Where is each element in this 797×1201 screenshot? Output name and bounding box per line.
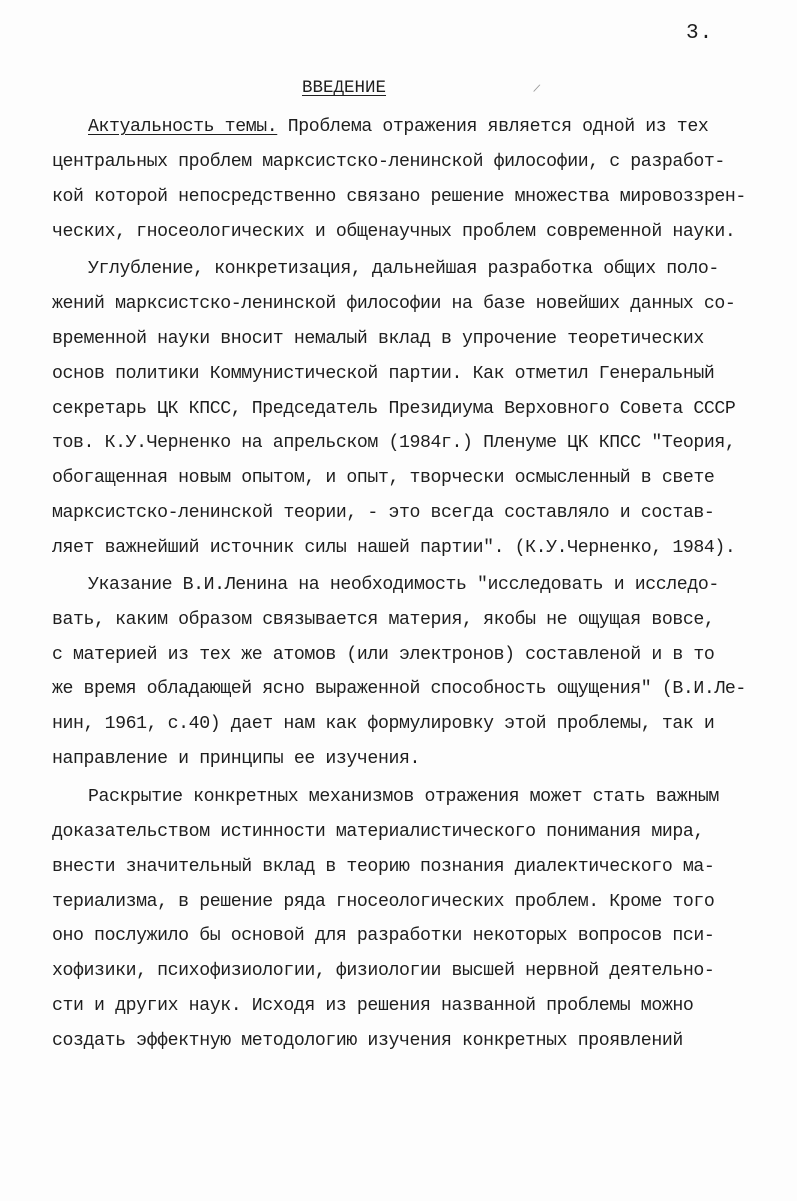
relevance-line1-text: Проблема отражения является одной из тех	[277, 117, 709, 137]
paragraph-line: жений марксистско-ленинской философии на базе новейших данных со-	[52, 294, 736, 314]
paragraph-line: направление и принципы ее изучения.	[52, 749, 420, 769]
paragraph-line: териализма, в решение ряда гносеологических проблем. Кроме того	[52, 892, 715, 912]
paragraph-line: хофизики, психофизиологии, физиологии высшей нервной деятельно-	[52, 961, 715, 981]
paragraph-line: основ политики Коммунистической партии. Как отметил Генеральный	[52, 364, 715, 384]
paragraph-line: оно послужило бы основой для разработки некоторых вопросов пси-	[52, 926, 715, 946]
paragraph-line: кой которой непосредственно связано решение множества мировоззрен-	[52, 187, 746, 207]
paragraph-line: доказательством истинности материалистического понимания мира,	[52, 822, 704, 842]
paragraph-line: сти и других наук. Исходя из решения названной проблемы можно	[52, 996, 694, 1016]
section-title: ВВЕДЕНИЕ	[302, 78, 387, 98]
paragraph-line: с материей из тех же атомов (или электронов) составленой и в то	[52, 645, 715, 665]
paragraph-line: марксистско-ленинской теории, - это всегда составляло и состав-	[52, 503, 715, 523]
paragraph-line: нин, 1961, с.40) дает нам как формулировку этой проблемы, так и	[52, 714, 715, 734]
page-number: 3.	[686, 22, 714, 45]
paragraph-line	[88, 118, 708, 136]
paragraph-line: создать эффектную методологию изучения конкретных проявлений	[52, 1031, 683, 1051]
stray-pen-mark: /	[531, 83, 541, 97]
paragraph-line: ляет важнейший источник силы нашей партии". (К.У.Черненко, 1984).	[52, 538, 736, 558]
relevance-heading: Актуальность темы.	[88, 117, 278, 137]
paragraph-line: Указание В.И.Ленина на необходимость "исследовать и исследо-	[88, 575, 719, 595]
paragraph-line: ческих, гносеологических и общенаучных проблем современной науки.	[52, 222, 736, 242]
paragraph-line: тов. К.У.Черненко на апрельском (1984г.) Пленуме ЦК КПСС "Теория,	[52, 433, 736, 453]
paragraph-line: Раскрытие конкретных механизмов отражения может стать важным	[88, 787, 719, 807]
paragraph-line: внести значительный вклад в теорию познания диалектического ма-	[52, 857, 715, 877]
paragraph-line: вать, каким образом связывается материя, якобы не ощущая вовсе,	[52, 610, 715, 630]
paragraph-line: секретарь ЦК КПСС, Председатель Президиума Верховного Совета СССР	[52, 399, 736, 419]
paragraph-line: Углубление, конкретизация, дальнейшая разработка общих поло-	[88, 259, 719, 279]
paragraph-line: обогащенная новым опытом, и опыт, творчески осмысленный в свете	[52, 468, 715, 488]
paragraph-line: же время обладающей ясно выраженной способность ощущения" (В.И.Ле-	[52, 679, 746, 699]
paragraph-line: временной науки вносит немалый вклад в упрочение теоретических	[52, 329, 704, 349]
paragraph-line: центральных проблем марксистско-ленинской философии, с разработ-	[52, 152, 725, 172]
